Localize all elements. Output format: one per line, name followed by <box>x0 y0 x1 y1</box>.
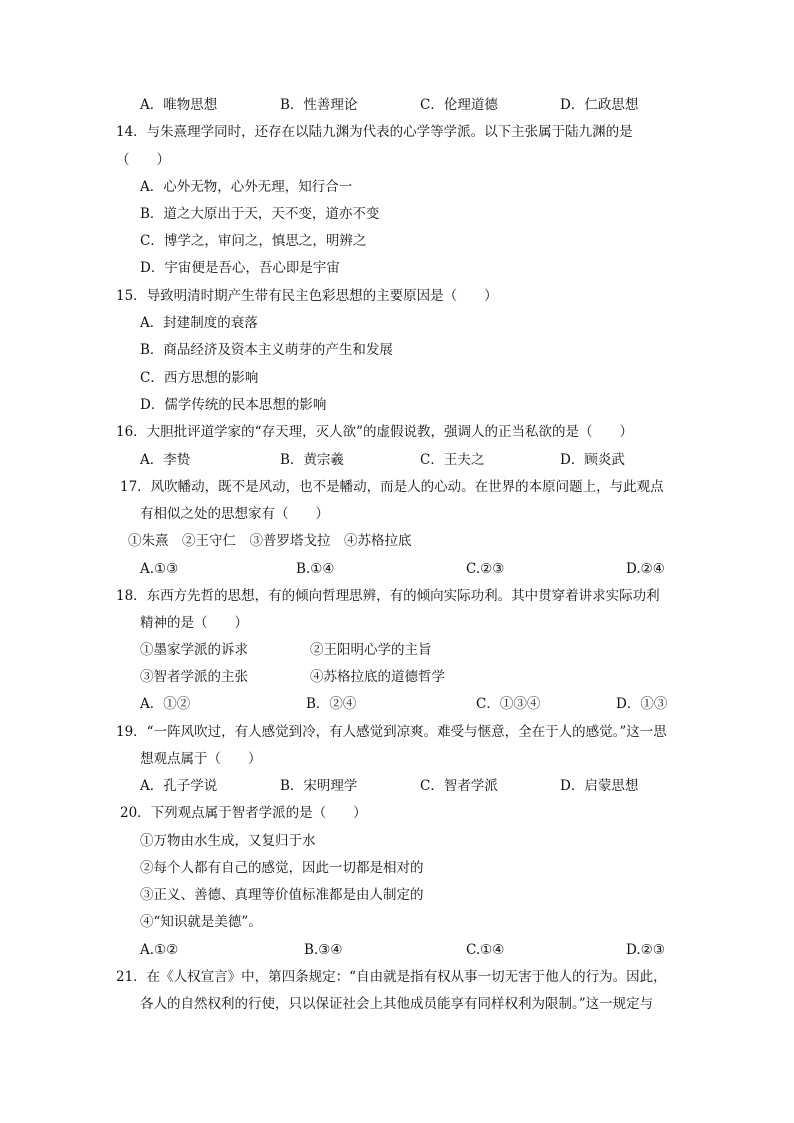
q14-option-b: B．道之大原出于天，天不变，道亦不变 <box>140 206 380 222</box>
q20-option-a: A.①② <box>140 942 179 958</box>
q18-item-3: ③智者学派的主张 <box>140 669 248 685</box>
q16-option-d: D．顾炎武 <box>560 452 625 468</box>
q19-option-b: B．宋明理学 <box>280 778 358 794</box>
q18-item-2: ②王阳明心学的主旨 <box>310 642 432 658</box>
q19-option-a: A．孔子学说 <box>140 778 218 794</box>
q15-option-a: A．封建制度的衰落 <box>140 315 258 331</box>
q20-option-b: B.③④ <box>304 942 343 958</box>
q18-item-4: ④苏格拉底的道德哲学 <box>310 669 445 685</box>
q14-blank: （ ） <box>116 152 170 168</box>
q18-option-a: A．①② <box>140 696 191 712</box>
q19-stem-line1: 19．“一阵风吹过，有人感觉到冷，有人感觉到凉爽。难受与惬意，全在于人的感觉。”这一思 <box>116 724 667 740</box>
q14-option-d: D．宇宙便是吾心，吾心即是宇宙 <box>140 260 340 276</box>
q19-option-c: C．智者学派 <box>420 778 498 794</box>
q16-option-a: A．李贽 <box>140 452 191 468</box>
q13-option-d: D．仁政思想 <box>560 97 639 113</box>
q21-stem-line1: 21．在《人权宣言》中，第四条规定：“自由就是指有权从事一切无害于他人的行为。因此， <box>116 969 667 985</box>
q18-option-b: B．②④ <box>306 696 357 712</box>
q17-option-d: D.②④ <box>626 561 665 577</box>
q20-option-c: C.①④ <box>466 942 505 958</box>
q20-item-2: ②每个人都有自己的感觉，因此一切都是相对的 <box>140 860 424 876</box>
q20-item-3: ③正义、善德、真理等价值标准都是由人制定的 <box>140 887 424 903</box>
q16-stem: 16．大胆批评道学家的“存天理，灭人欲”的虚假说教，强调人的正当私欲的是（ ） <box>116 424 633 440</box>
q21-stem-line2: 各人的自然权利的行使，只以保证社会上其他成员能享有同样权利为限制。”这一规定与 <box>140 996 654 1012</box>
q20-stem: 20．下列观点属于智者学派的是（ ） <box>120 805 367 821</box>
q18-stem-line1: 18．东西方先哲的思想，有的倾向哲理思辨，有的倾向实际功利。其中贯穿着讲求实际功利 <box>116 588 660 604</box>
q18-stem-line2: 精神的是（ ） <box>140 615 248 631</box>
q20-option-d: D.②③ <box>626 942 665 958</box>
q13-option-a: A．唯物思想 <box>140 97 218 113</box>
q15-option-d: D．儒学传统的民本思想的影响 <box>140 397 327 413</box>
q16-option-b: B．黄宗羲 <box>280 452 344 468</box>
q17-stem-line1: 17．风吹幡动，既不是风动，也不是幡动，而是人的心动。在世界的本原问题上，与此观点 <box>120 479 664 495</box>
q13-option-c: C．伦理道德 <box>420 97 498 113</box>
q15-option-b: B．商品经济及资本主义萌芽的产生和发展 <box>140 342 393 358</box>
q17-option-c: C.②③ <box>466 561 505 577</box>
q13-option-b: B．性善理论 <box>280 97 358 113</box>
q19-option-d: D．启蒙思想 <box>560 778 639 794</box>
q14-option-a: A．心外无物，心外无理，知行合一 <box>140 179 353 195</box>
q17-items: ①朱熹 ②王守仁 ③普罗塔戈拉 ④苏格拉底 <box>128 533 412 549</box>
q15-stem: 15．导致明清时期产生带有民主色彩思想的主要原因是（ ） <box>116 288 498 304</box>
q17-option-a: A.①③ <box>140 561 179 577</box>
q15-option-c: C．西方思想的影响 <box>140 370 259 386</box>
q20-item-1: ①万物由水生成，又复归于水 <box>140 833 316 849</box>
q14-stem: 14．与朱熹理学同时，还存在以陆九渊为代表的心学等学派。以下主张属于陆九渊的是 <box>116 124 633 140</box>
q17-option-b: B.①④ <box>296 561 335 577</box>
q19-stem-line2: 想观点属于（ ） <box>140 751 262 767</box>
q16-option-c: C．王夫之 <box>420 452 485 468</box>
q18-option-d: D．①③ <box>616 696 668 712</box>
q17-stem-line2: 有相似之处的思想家有（ ） <box>140 506 329 522</box>
q14-option-c: C．博学之，审问之，慎思之，明辨之 <box>140 233 367 249</box>
q18-item-1: ①墨家学派的诉求 <box>140 642 248 658</box>
q18-option-c: C．①③④ <box>476 696 541 712</box>
q20-item-4: ④“知识就是美德”。 <box>140 914 262 930</box>
